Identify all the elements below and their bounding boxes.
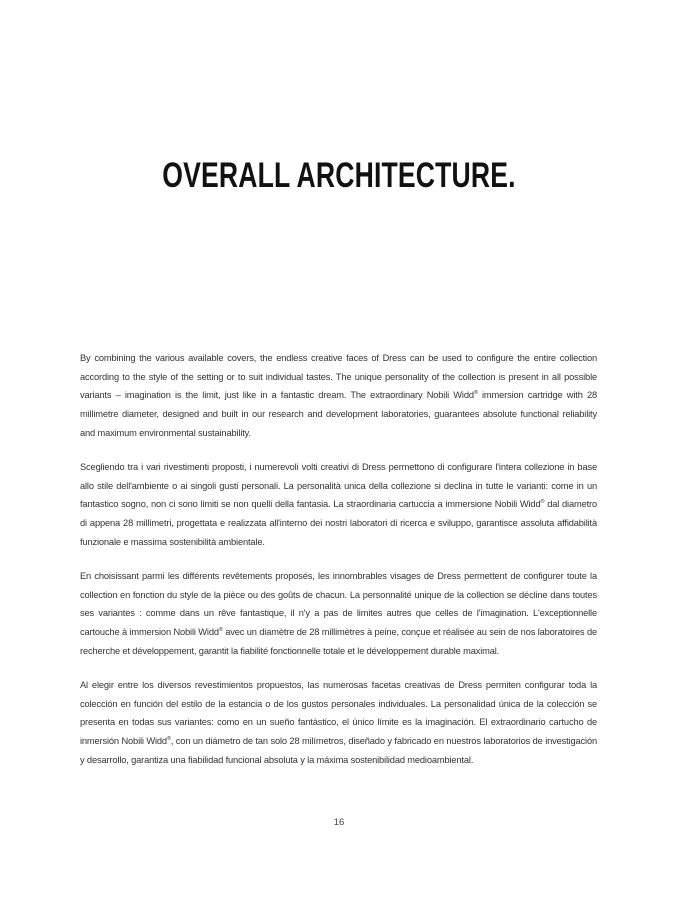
paragraph-french	[80, 567, 597, 661]
registered-mark: ®	[473, 390, 478, 397]
page-title: OVERALL ARCHITECTURE.	[162, 156, 516, 195]
paragraph-text: immersion cartridge with 28 millimetre diameter, designed and built in our research and development laboratories, guarantees absolute functional reliability and maximum environmental sustainability.	[80, 390, 598, 438]
registered-mark: ®	[218, 627, 223, 634]
page-number: 16	[333, 817, 345, 828]
paragraph-text: Al elegir entre los diversos revestimientos propuestos, las numerosas facetas creativas de Dress permiten configurar toda la colección en función del estilo de la estancia o de los gustos personales individuales. La personalidad única de la colección se presenta en todas sus variantes: como en un sueño fantástico, el único límite es la imaginación. El extraordinario cartucho de inmersión Nobili Widd	[80, 680, 597, 747]
registered-mark: ®	[166, 736, 171, 743]
paragraph-text: avec un diamètre de 28 millimètres à peine, conçue et réalisée au sein de nos laboratoires de recherche et développement, garantit la fiabilité fonctionnelle totale et le développement durable maximal.	[80, 627, 597, 656]
paragraph-english	[80, 349, 597, 443]
paragraph-italian	[80, 458, 597, 552]
paragraph-text: En choisissant parmi les différents revêtements proposés, les innombrables visages de Dress permettent de configurer toute la collection en fonction du style de la pièce ou des goûts de chacun. La personnalité unique de la collection se décline dans toutes ses variantes : comme dans un rêve fantastique, il n'y a pas de limites autres que celles de l'imagination. L'exceptionnelle cartouche à immersion Nobili Widd	[80, 571, 597, 638]
paragraph-text: , con un diámetro de tan solo 28 milímetros, diseñado y fabricado en nuestros laboratorios de investigación y desarrollo, garantiza una fiabilidad funcional absoluta y la máxima sostenibilidad medioambiental.	[80, 736, 597, 765]
paragraph-text: dal diametro di appena 28 millimetri, progettata e realizzata all'interno dei nostri laboratori di ricerca e sviluppo, garantisce assoluta affidabilità funzionale e massima sostenibilità ambientale.	[80, 499, 597, 547]
paragraph-text: Scegliendo tra i vari rivestimenti proposti, i numerevoli volti creativi di Dress permettono di configurare l'intera collezione in base allo stile dell'ambiente o ai singoli gusti personali. La personalità unica della collezione si declina in tutte le varianti: come in un fantastico sogno, non ci sono limiti se non quelli della fantasia. La straordinaria cartuccia a immersione Nobili Widd	[80, 462, 597, 510]
paragraph-spanish	[80, 676, 597, 770]
paragraph-text: By combining the various available covers, the endless creative faces of Dress can be used to configure the entire collection according to the style of the setting or to suit individual tastes. The unique personality of the collection is present in all possible variants – imagination is the limit, just like in a fantastic dream. The extraordinary Nobili Widd	[80, 353, 597, 401]
registered-mark: ®	[540, 499, 545, 506]
